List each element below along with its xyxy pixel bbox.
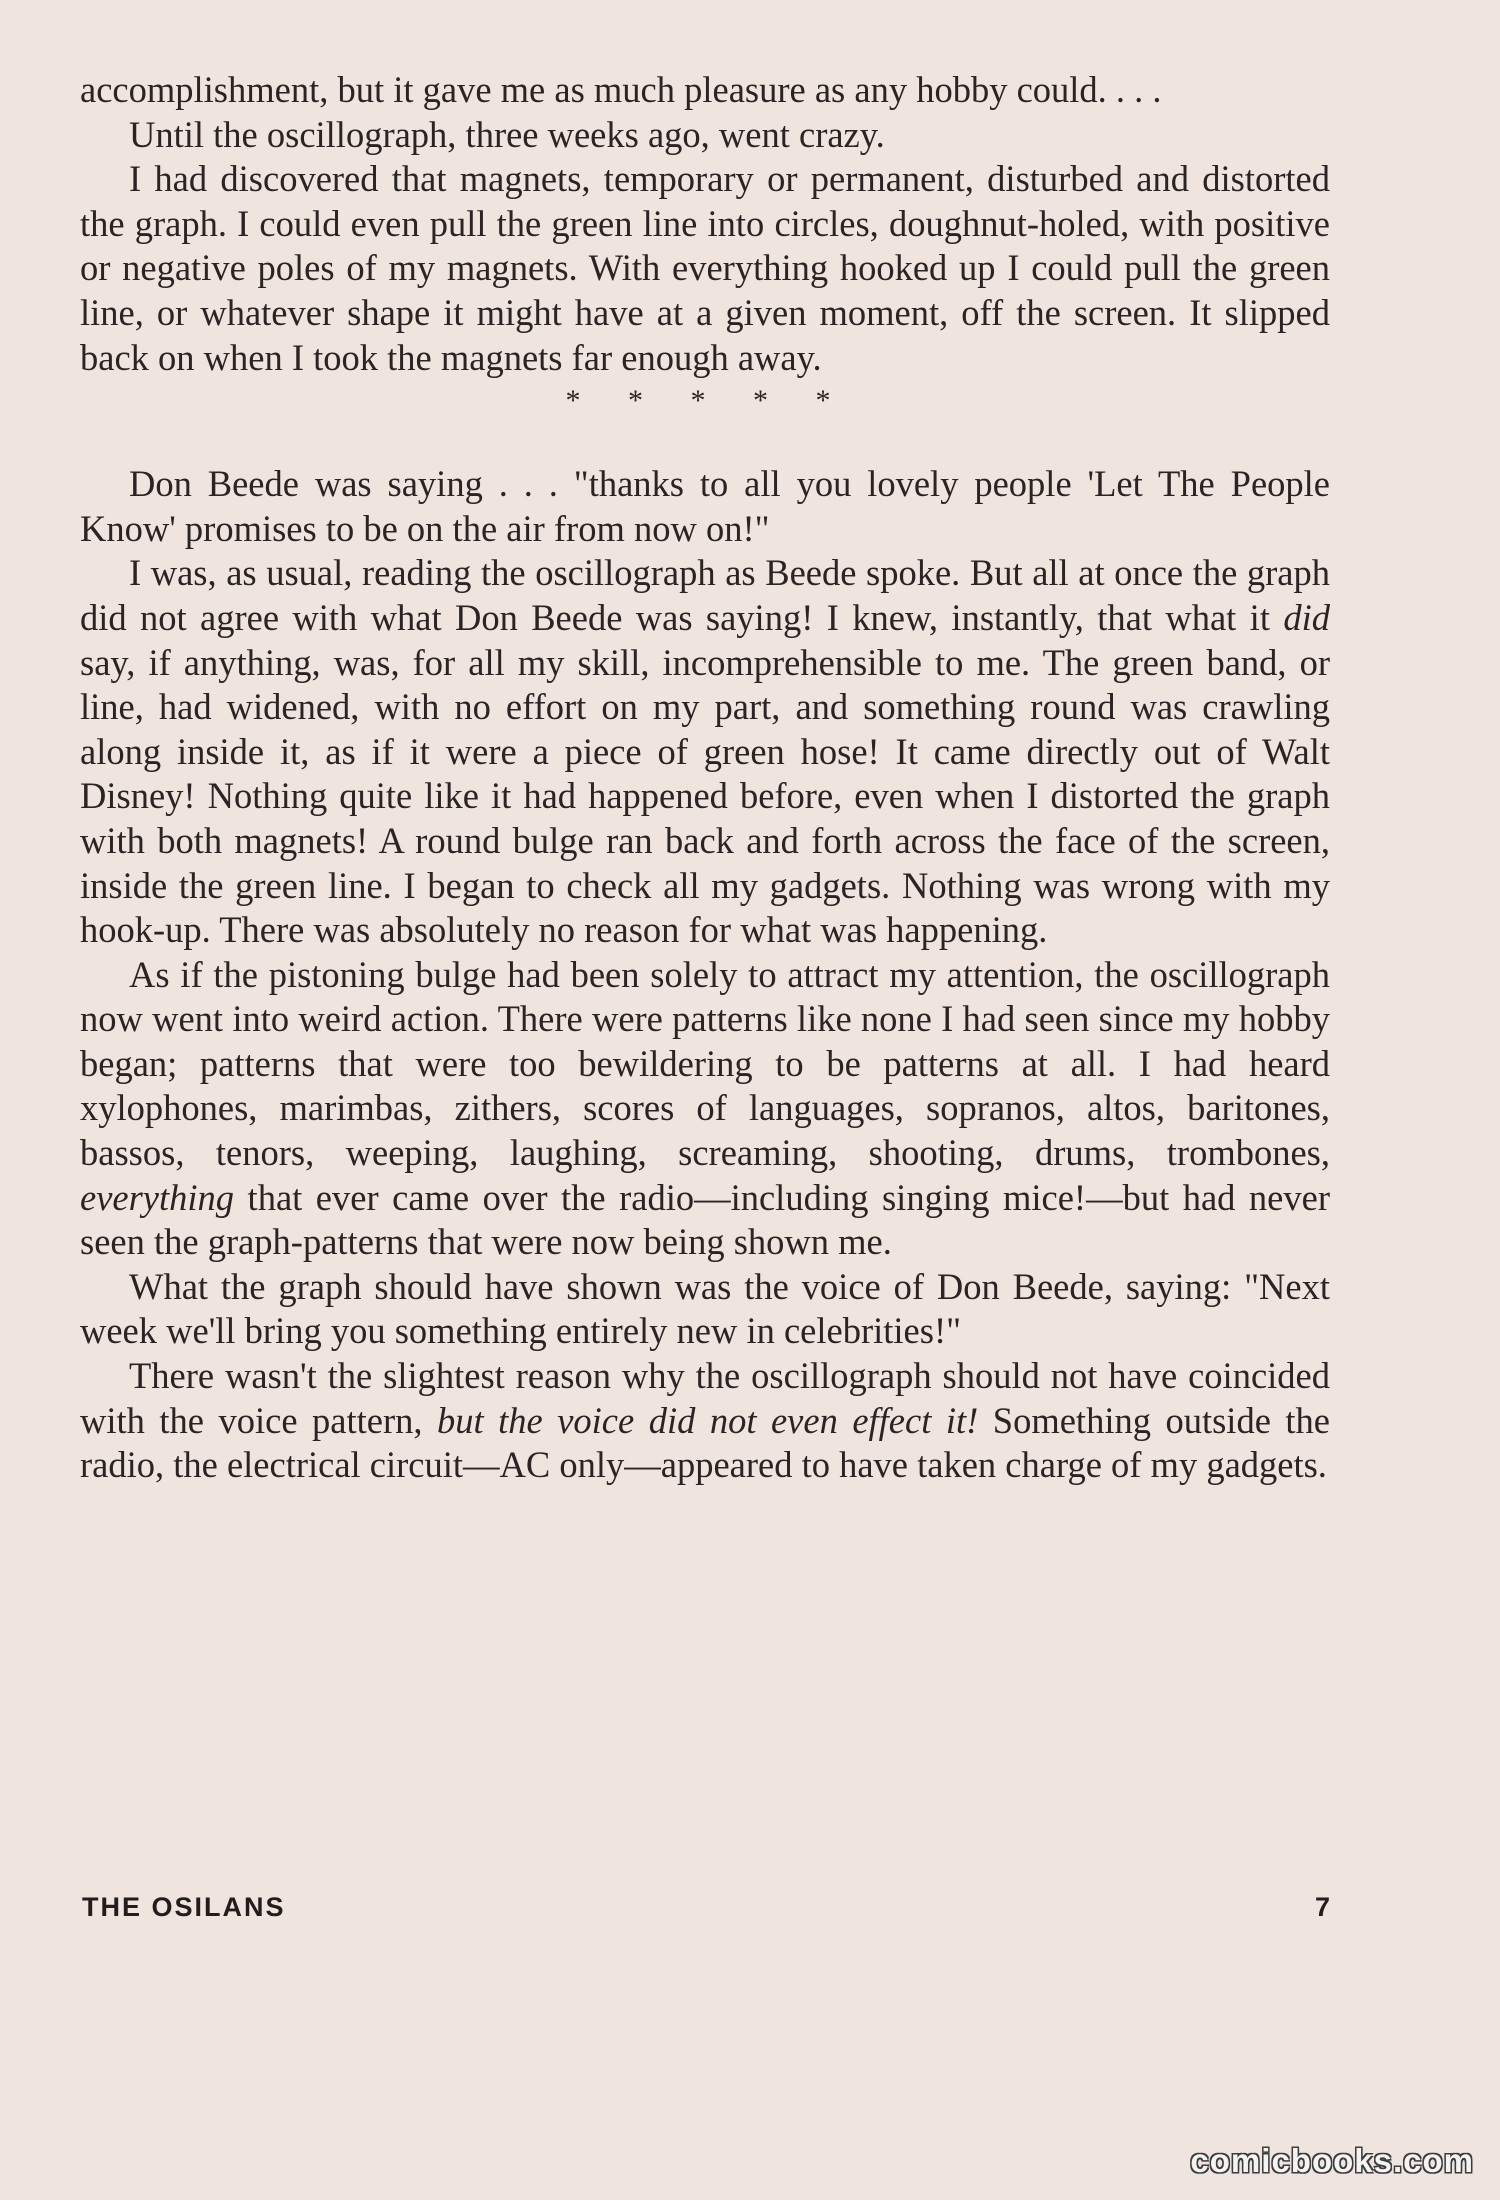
text-run: say, if anything, was, for all my skill, incomprehensible to me. The green band, or line, had widened, with no effort on my part, and something round was crawling along inside it, as if it were a piece of green hose! It came directly out of Walt Disney! Nothing quite like it had happened before, even when I distorted the graph with both magnets! A round bulge ran back and forth across the face of the screen, inside the green line. I began to check all my gadgets. Nothing was wrong with my hook-up. There was absolutely no reason for what was happening. (80, 641, 1330, 951)
text-run: Something outside the radio, the electrical circuit—AC only—appeared to have taken charge of my gadgets. (80, 1399, 1330, 1486)
paragraph (80, 551, 1330, 952)
text-run: I was, as usual, reading the oscillograph as Beede spoke. But all at once the graph did not agree with what Don Beede was saying! I knew, instantly, that what it (80, 552, 1330, 638)
paragraph (80, 953, 1330, 1265)
text-run: As if the pistoning bulge had been solely to attract my attention, the oscillograph now went into weird action. There were patterns like none I had seen since my hobby began; patterns that were too bewildering to be patterns at all. I had heard xylophones, marimbas, zithers, scores of languages, sopranos, altos, baritones, bassos, tenors, weeping, laughing, screaming, shooting, drums, trombones, (80, 953, 1330, 1174)
running-title: THE OSILANS (82, 1892, 286, 1922)
text-run: There wasn't the slightest reason why the oscillograph should not have coincided with the voice pattern, (80, 1355, 1330, 1441)
paragraph: accomplishment, but it gave me as much pleasure as any hobby could. . . . (80, 69, 1162, 110)
page-footer (82, 1892, 1332, 1923)
italic-text: did (1283, 596, 1330, 638)
story-text (80, 68, 1330, 1488)
watermark: comicbooks.com (1190, 2142, 1474, 2179)
italic-text: but the voice did not even effect it! (436, 1399, 979, 1441)
italic-text: everything (80, 1176, 235, 1218)
paragraph: What the graph should have shown was the voice of Don Beede, saying: "Next week we'll bring you something entirely new in celebrities!" (80, 1265, 1330, 1352)
section-separator: * * * * * (565, 384, 851, 418)
paragraph (80, 1354, 1330, 1488)
text-run: that ever came over the radio—including singing mice!—but had never seen the graph-patterns that were now being shown me. (80, 1176, 1330, 1263)
paragraph: I had discovered that magnets, temporary or permanent, disturbed and distorted the graph. I could even pull the green line into circles, doughnut-holed, with positive or negative poles of my magnets. With everything hooked up I could pull the green line, or whatever shape it might have at a given moment, off the screen. It slipped back on when I took the magnets far enough away. (80, 158, 1330, 378)
page-number: 7 (1314, 1892, 1332, 1922)
paragraph: Don Beede was saying . . . "thanks to all you lovely people 'Let The People Know' promises to be on the air from now on!" (80, 463, 1330, 549)
paragraph: Until the oscillograph, three weeks ago, went crazy. (129, 113, 885, 155)
